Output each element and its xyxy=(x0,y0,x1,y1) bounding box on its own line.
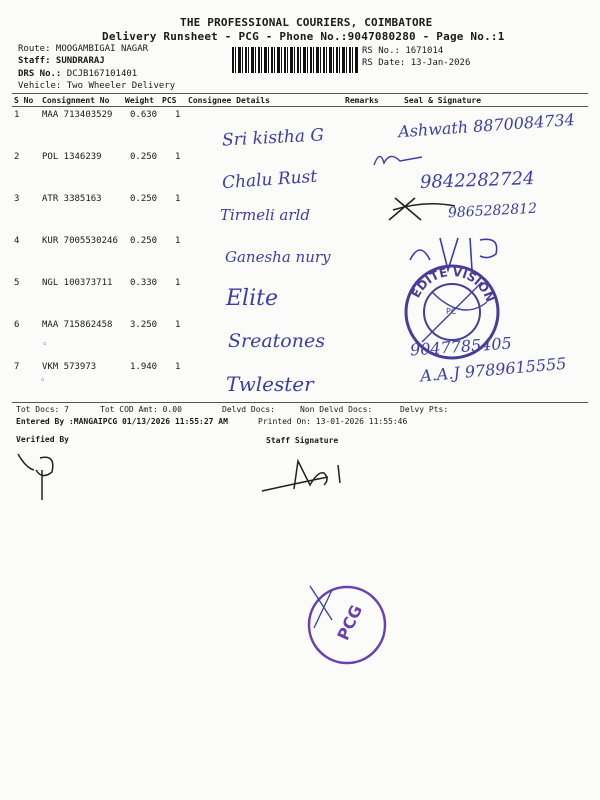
handwritten-remark: 9865282812 xyxy=(447,200,538,222)
col-weight: Weight xyxy=(125,96,154,105)
row-sno: 1 xyxy=(14,110,20,120)
printed-on: Printed On: 13-01-2026 11:55:46 xyxy=(258,417,408,426)
row-pcs: 1 xyxy=(175,236,181,246)
handwritten-consignee: Twlester xyxy=(226,372,314,396)
delvy-pts: Delvy Pts: xyxy=(400,405,449,414)
pcg-stamp-text: PCG xyxy=(333,602,367,644)
entered-by: Entered By :MANGAIPCG 01/13/2026 11:55:27 AM xyxy=(16,417,228,426)
row-pcs: 1 xyxy=(175,110,181,120)
col-consignee: Consignee Details xyxy=(188,96,270,105)
row-sno: 7 xyxy=(14,362,20,372)
handwritten-remark: Ashwath 8870084734 xyxy=(397,109,576,142)
row-consignment: KUR 7005530246 xyxy=(42,236,118,246)
staff-signature xyxy=(258,455,358,500)
verified-signature xyxy=(12,448,72,508)
barcode xyxy=(232,47,358,73)
handwritten-consignee: Sri kistha G xyxy=(221,125,325,151)
handwritten-consignee: Sreatones xyxy=(228,330,325,352)
verified-by-label: Verified By xyxy=(16,435,69,444)
row-pcs: 1 xyxy=(175,194,181,204)
tot-docs: Tot Docs: 7 xyxy=(16,405,69,414)
drs-value: DCJB167101401 xyxy=(66,69,138,79)
row-sno: 6 xyxy=(14,320,20,330)
table-top-rule xyxy=(12,93,588,94)
runsheet-subtitle: Delivery Runsheet - PCG - Phone No.:9047080280 - Page No.:1 xyxy=(102,30,505,43)
vehicle-label: Vehicle: Two Wheeler Delivery xyxy=(18,81,176,91)
row-pcs: 1 xyxy=(175,152,181,162)
col-sno: S No xyxy=(14,96,34,105)
row-weight: 0.250 xyxy=(130,152,158,162)
row-sno: 2 xyxy=(14,152,20,162)
row-consignment: MAA 715862458 xyxy=(42,320,113,330)
row-consignment: NGL 100373711 xyxy=(42,278,113,288)
handwritten-remark: 9047785405 xyxy=(409,333,513,360)
col-seal: Seal & Signature xyxy=(404,96,482,105)
drs-number xyxy=(18,69,137,79)
row-weight: 0.250 xyxy=(130,236,158,246)
row-consignment: MAA 713403529 xyxy=(42,110,113,120)
col-remarks: Remarks xyxy=(345,96,379,105)
staff-signature-label: Staff Signature xyxy=(266,436,339,445)
company-seal-stamp xyxy=(402,262,502,362)
delvd-docs: Delvd Docs: xyxy=(222,405,275,414)
company-title: THE PROFESSIONAL COURIERS, COIMBATORE xyxy=(180,16,433,29)
row-weight: 0.330 xyxy=(130,278,158,288)
handwritten-consignee: Elite xyxy=(226,286,278,311)
signature-scribble xyxy=(370,145,430,175)
rs-number: RS No.: 1671014 xyxy=(362,46,444,56)
seal-inner-text: PC xyxy=(446,307,457,316)
row-weight: 0.250 xyxy=(130,194,158,204)
pcg-stamp xyxy=(302,580,392,670)
route-label: Route: MOOGAMBIGAI NAGAR xyxy=(18,44,149,54)
row-sno: 4 xyxy=(14,236,20,246)
handwritten-consignee: Tirmeli arld xyxy=(220,206,310,224)
footer-top-rule xyxy=(12,402,588,403)
col-pcs: PCS xyxy=(162,96,177,105)
tot-cod: Tot COD Amt: 0.00 xyxy=(100,405,182,414)
pen-mark: ◦ xyxy=(42,340,48,350)
row-weight: 0.630 xyxy=(130,110,158,120)
handwritten-remark: 9842282724 xyxy=(419,168,535,193)
row-pcs: 1 xyxy=(175,278,181,288)
seal-text: EDITE VISION xyxy=(408,264,498,305)
handwritten-consignee: Chalu Rust xyxy=(221,166,318,194)
row-weight: 3.250 xyxy=(130,320,158,330)
row-consignment: ATR 3385163 xyxy=(42,194,102,204)
col-consignment: Consignment No xyxy=(42,96,110,105)
row-consignment: VKM 573973 xyxy=(42,362,97,372)
signature-scribble xyxy=(385,190,465,230)
rs-date: RS Date: 13-Jan-2026 xyxy=(362,58,471,68)
non-delvd-docs: Non Delvd Docs: xyxy=(300,405,373,414)
row-sno: 5 xyxy=(14,278,20,288)
handwritten-remark: A.A.J 9789615555 xyxy=(419,353,568,386)
row-sno: 3 xyxy=(14,194,20,204)
drs-label: DRS No.: xyxy=(18,69,62,79)
row-consignment: POL 1346239 xyxy=(42,152,102,162)
pen-mark: ◦ xyxy=(40,376,46,386)
row-pcs: 1 xyxy=(175,320,181,330)
staff-label: Staff: SUNDRARAJ xyxy=(18,56,105,66)
row-weight: 1.940 xyxy=(130,362,158,372)
handwritten-consignee: Ganesha nury xyxy=(225,248,331,266)
table-header-rule xyxy=(12,106,588,107)
row-pcs: 1 xyxy=(175,362,181,372)
